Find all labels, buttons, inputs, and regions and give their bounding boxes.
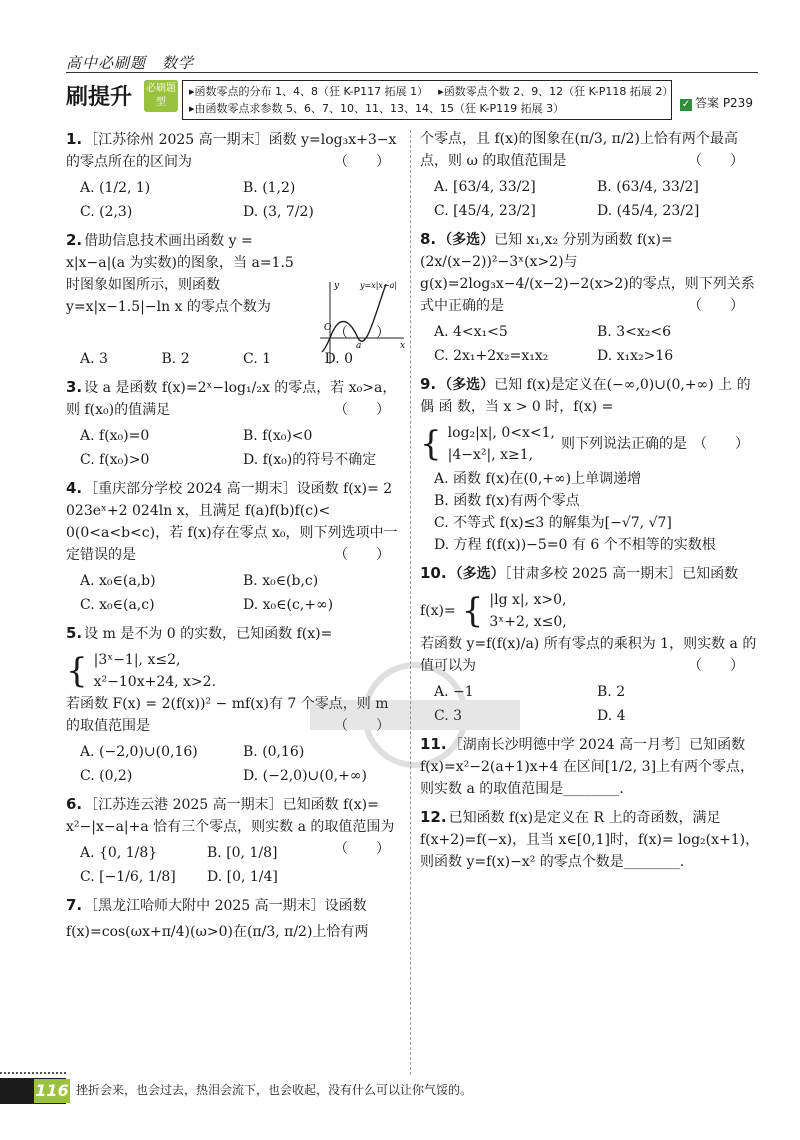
question-number: 12. <box>420 808 447 826</box>
question-text: ［江苏徐州 2025 高一期末］函数 y=log₃x+3−x 的零点所在的区间为 <box>66 132 397 170</box>
option-d: D. (45/4, 23/2] <box>597 203 700 219</box>
option-c: C. (0,2) <box>80 768 133 784</box>
option-b: B. 2 <box>161 351 190 367</box>
question-number: 10. <box>420 564 447 582</box>
question-text: 已知函数 f(x)是定义在 R 上的奇函数，满足 f(x+2)=f(−x)，且当 x∈[0,1]时，f(x)= log₂(x+1)，则函数 y=f(x)−x² 的零点个数是________. <box>420 810 760 870</box>
option-d: D. 方程 f(f(x))−5=0 有 6 个不相等的实数根 <box>434 537 716 553</box>
option-b: B. [0, 1/8] <box>207 845 278 861</box>
question-text: ［重庆部分学校 2024 高一期末］设函数 f(x)= 2 023eˣ+2 024ln x，且满足 f(a)f(b)f(c)< 0(0<a<b<c)，若 f(x)存在零点 x₀，则下列选项中一定错误的是 <box>66 481 398 563</box>
left-column <box>66 128 406 949</box>
option-a: A. (1/2, 1) <box>80 180 151 196</box>
question-number: 3. <box>66 378 83 396</box>
question-number: 7. <box>66 896 83 914</box>
answer-blank: （ ） <box>334 154 390 170</box>
option-d: D. 4 <box>597 708 626 724</box>
brand-badge: 必刷题型 <box>144 80 178 112</box>
option-a: A. f(x₀)=0 <box>80 428 150 444</box>
topic-count: ▸函数零点个数 2、9、12（狂 K-P118 拓展 2） <box>438 85 674 98</box>
question-text-continued: 若函数 y=f(f(x)/a) 所有零点的乘积为 1，则实数 a 的值可以为 <box>420 636 757 674</box>
answer-blank: （ ） <box>688 658 744 674</box>
option-c: C. 不等式 f(x)≤3 的解集为[−√7, √7] <box>434 515 672 531</box>
option-c: C. x₀∈(a,c) <box>80 597 155 613</box>
brand-main: 刷提升 <box>66 85 133 110</box>
question-12 <box>420 806 760 873</box>
question-text: ［江苏连云港 2025 高一期末］已知函数 f(x)= x²−|x−a|+a 恰有三个零点，则实数 a 的取值范围为 <box>66 797 395 835</box>
question-number: 1. <box>66 130 83 148</box>
piecewise-case-2: x²−10x+24, x>2. <box>93 674 217 690</box>
answer-blank: （ ） <box>334 841 390 857</box>
question-text: ［甘肃多校 2025 高一期末］已知函数 <box>504 566 739 582</box>
option-a: A. (−2,0)∪(0,16) <box>80 744 198 760</box>
answer-blank: （ ） <box>334 547 390 563</box>
question-9 <box>420 373 760 556</box>
brace-icon: { <box>461 591 484 631</box>
brand-logo <box>66 80 144 118</box>
option-a: A. 3 <box>80 351 108 367</box>
question-11 <box>420 733 760 800</box>
page-number: 116 <box>34 1079 70 1103</box>
question-5 <box>66 622 406 787</box>
option-d: D. (−2,0)∪(0,+∞) <box>243 768 367 784</box>
question-3 <box>66 376 406 471</box>
question-number: 8. <box>420 230 437 248</box>
option-c: C. 3 <box>434 708 463 724</box>
question-text: 借助信息技术画出函数 y = x|x−a|(a 为实数)的图象，当 a=1.5 时图象如图所示，则函数 y=x|x−1.5|−ln x 的零点个数为 <box>66 233 294 315</box>
question-text-continued: f(x)=cos(ωx+π/4)(ω>0)在(π/3, π/2)上恰有两 <box>66 924 369 940</box>
footer-quote: 挫折会来，也会过去，热泪会流下，也会收起，没有什么可以让你气馁的。 <box>76 1083 473 1097</box>
option-a: A. 函数 f(x)在(0,+∞)上单调递增 <box>434 471 642 487</box>
option-c: C. 2x₁+2x₂=x₁x₂ <box>434 348 549 364</box>
question-text: 已知 f(x)是定义在(−∞,0)∪(0,+∞) 上 的 偶 函 数，当 x > 0 时，f(x) = <box>420 377 751 415</box>
header-title: 高中必刷题 数学 <box>66 54 195 72</box>
a-label: a <box>356 341 362 351</box>
curve-label: y=x|x−a| <box>360 281 398 290</box>
brace-icon: { <box>66 651 88 691</box>
column-divider <box>410 130 411 1075</box>
origin-label: O <box>324 323 332 333</box>
brace-icon: { <box>420 424 442 464</box>
topic-distribution: ▸函数零点的分布 1、4、8（狂 K-P117 拓展 1） <box>189 85 429 98</box>
curve <box>322 284 386 352</box>
answer-blank: （ ） <box>334 325 390 341</box>
option-a: A. 4<x₁<5 <box>434 324 508 340</box>
question-number: 2. <box>66 231 83 249</box>
answer-label: 答案 P239 <box>695 96 753 110</box>
header-rule <box>66 72 758 73</box>
question-text: 设 m 是不为 0 的实数，已知函数 f(x)= <box>84 626 333 642</box>
option-b: B. x₀∈(b,c) <box>243 573 319 589</box>
piecewise-case-1: |3ˣ−1|, x≤2, <box>93 652 181 668</box>
option-d: D. (3, 7/2) <box>243 204 314 220</box>
piecewise-case-1: log₂|x|, 0<x<1, <box>447 425 555 441</box>
multi-choice-tag: （多选） <box>448 566 505 582</box>
question-7 <box>66 894 406 943</box>
option-b: B. 2 <box>597 684 626 700</box>
question-text: ［湖南长沙明德中学 2024 高一月考］已知函数 f(x)=x²−2(a+1)x+4 在区间[1/2, 3]上有两个零点，则实数 a 的取值范围是________. <box>420 737 755 797</box>
option-d: D. [0, 1/4] <box>207 869 278 885</box>
option-a: A. {0, 1/8} <box>80 845 158 861</box>
question-text-continued: 若函数 F(x) = 2(f(x))² − mf(x)有 7 个零点，则 m 的取值范围是 <box>66 696 389 734</box>
option-c: C. [−1/6, 1/8] <box>80 869 176 885</box>
question-7-continued <box>420 128 760 222</box>
option-a: A. [63/4, 33/2] <box>434 179 536 195</box>
answer-blank: （ ） <box>334 718 390 734</box>
question-number: 11. <box>420 735 447 753</box>
topic-parameter: ▸由函数零点求参数 5、6、7、10、11、13、14、15（狂 K-P119 拓展 3） <box>189 102 565 115</box>
question-6 <box>66 793 406 888</box>
option-d: D. 0 <box>324 351 354 367</box>
piecewise-case-2: |4−x²|, x≥1, <box>447 447 534 463</box>
question-number: 5. <box>66 624 83 642</box>
option-c: C. 1 <box>243 351 272 367</box>
answer-blank: （ ） <box>692 436 749 452</box>
option-d: D. f(x₀)的符号不确定 <box>243 452 377 468</box>
function-graph <box>316 278 408 368</box>
multi-choice-tag: （多选） <box>438 232 495 248</box>
check-icon: ✓ <box>681 99 691 110</box>
y-label: y <box>334 281 340 291</box>
question-number: 4. <box>66 479 83 497</box>
question-text: 已知 x₁,x₂ 分别为函数 f(x)=(2x/(x−2))²−3ˣ(x>2)与 g(x)=2log₃x−4/(x−2)−2(x>2)的零点，则下列关系式中正确的是 <box>420 232 755 314</box>
question-number: 6. <box>66 795 83 813</box>
option-b: B. 3<x₂<6 <box>597 324 671 340</box>
option-b: B. (0,16) <box>243 744 305 760</box>
question-8 <box>420 228 760 367</box>
answer-blank: （ ） <box>688 153 744 169</box>
question-text: 设 a 是函数 f(x)=2ˣ−log₁/₂x 的零点，若 x₀>a，则 f(x₀)的值满足 <box>66 380 397 418</box>
question-10 <box>420 562 760 727</box>
question-text: ［黑龙江哈师大附中 2025 高一期末］设函数 <box>84 898 367 914</box>
multi-choice-tag: （多选） <box>438 377 495 393</box>
option-a: A. x₀∈(a,b) <box>80 573 156 589</box>
option-d: D. x₀∈(c,+∞) <box>243 597 334 613</box>
option-d: D. x₁x₂>16 <box>597 348 674 364</box>
topics-box <box>182 80 672 120</box>
x-label: x <box>400 341 406 351</box>
piecewise-case-1: |lg x|, x>0, <box>489 592 567 608</box>
piecewise-case-2: 3ˣ+2, x≤0, <box>489 614 567 630</box>
question-text-continued: 个零点，且 f(x)的图象在(π/3, π/2)上恰有两个最高点，则 ω 的取值范围是 <box>420 131 738 169</box>
option-a: A. −1 <box>434 684 474 700</box>
question-1 <box>66 128 406 223</box>
question-4 <box>66 477 406 616</box>
question-number: 9. <box>420 375 437 393</box>
right-column <box>420 128 760 879</box>
option-b: B. f(x₀)<0 <box>243 428 313 444</box>
option-b: B. (1,2) <box>243 180 296 196</box>
question-text-continued: 则下列说法正确的是 <box>560 436 687 452</box>
answer-blank: （ ） <box>334 402 390 418</box>
answer-ref[interactable] <box>680 94 753 111</box>
answer-blank: （ ） <box>688 298 744 314</box>
option-b: B. 函数 f(x)有两个零点 <box>434 493 580 509</box>
option-c: C. (2,3) <box>80 204 133 220</box>
function-prefix: f(x)= <box>420 603 456 619</box>
option-c: C. f(x₀)>0 <box>80 452 150 468</box>
option-c: C. [45/4, 23/2] <box>434 203 536 219</box>
option-b: B. (63/4, 33/2] <box>597 179 699 195</box>
